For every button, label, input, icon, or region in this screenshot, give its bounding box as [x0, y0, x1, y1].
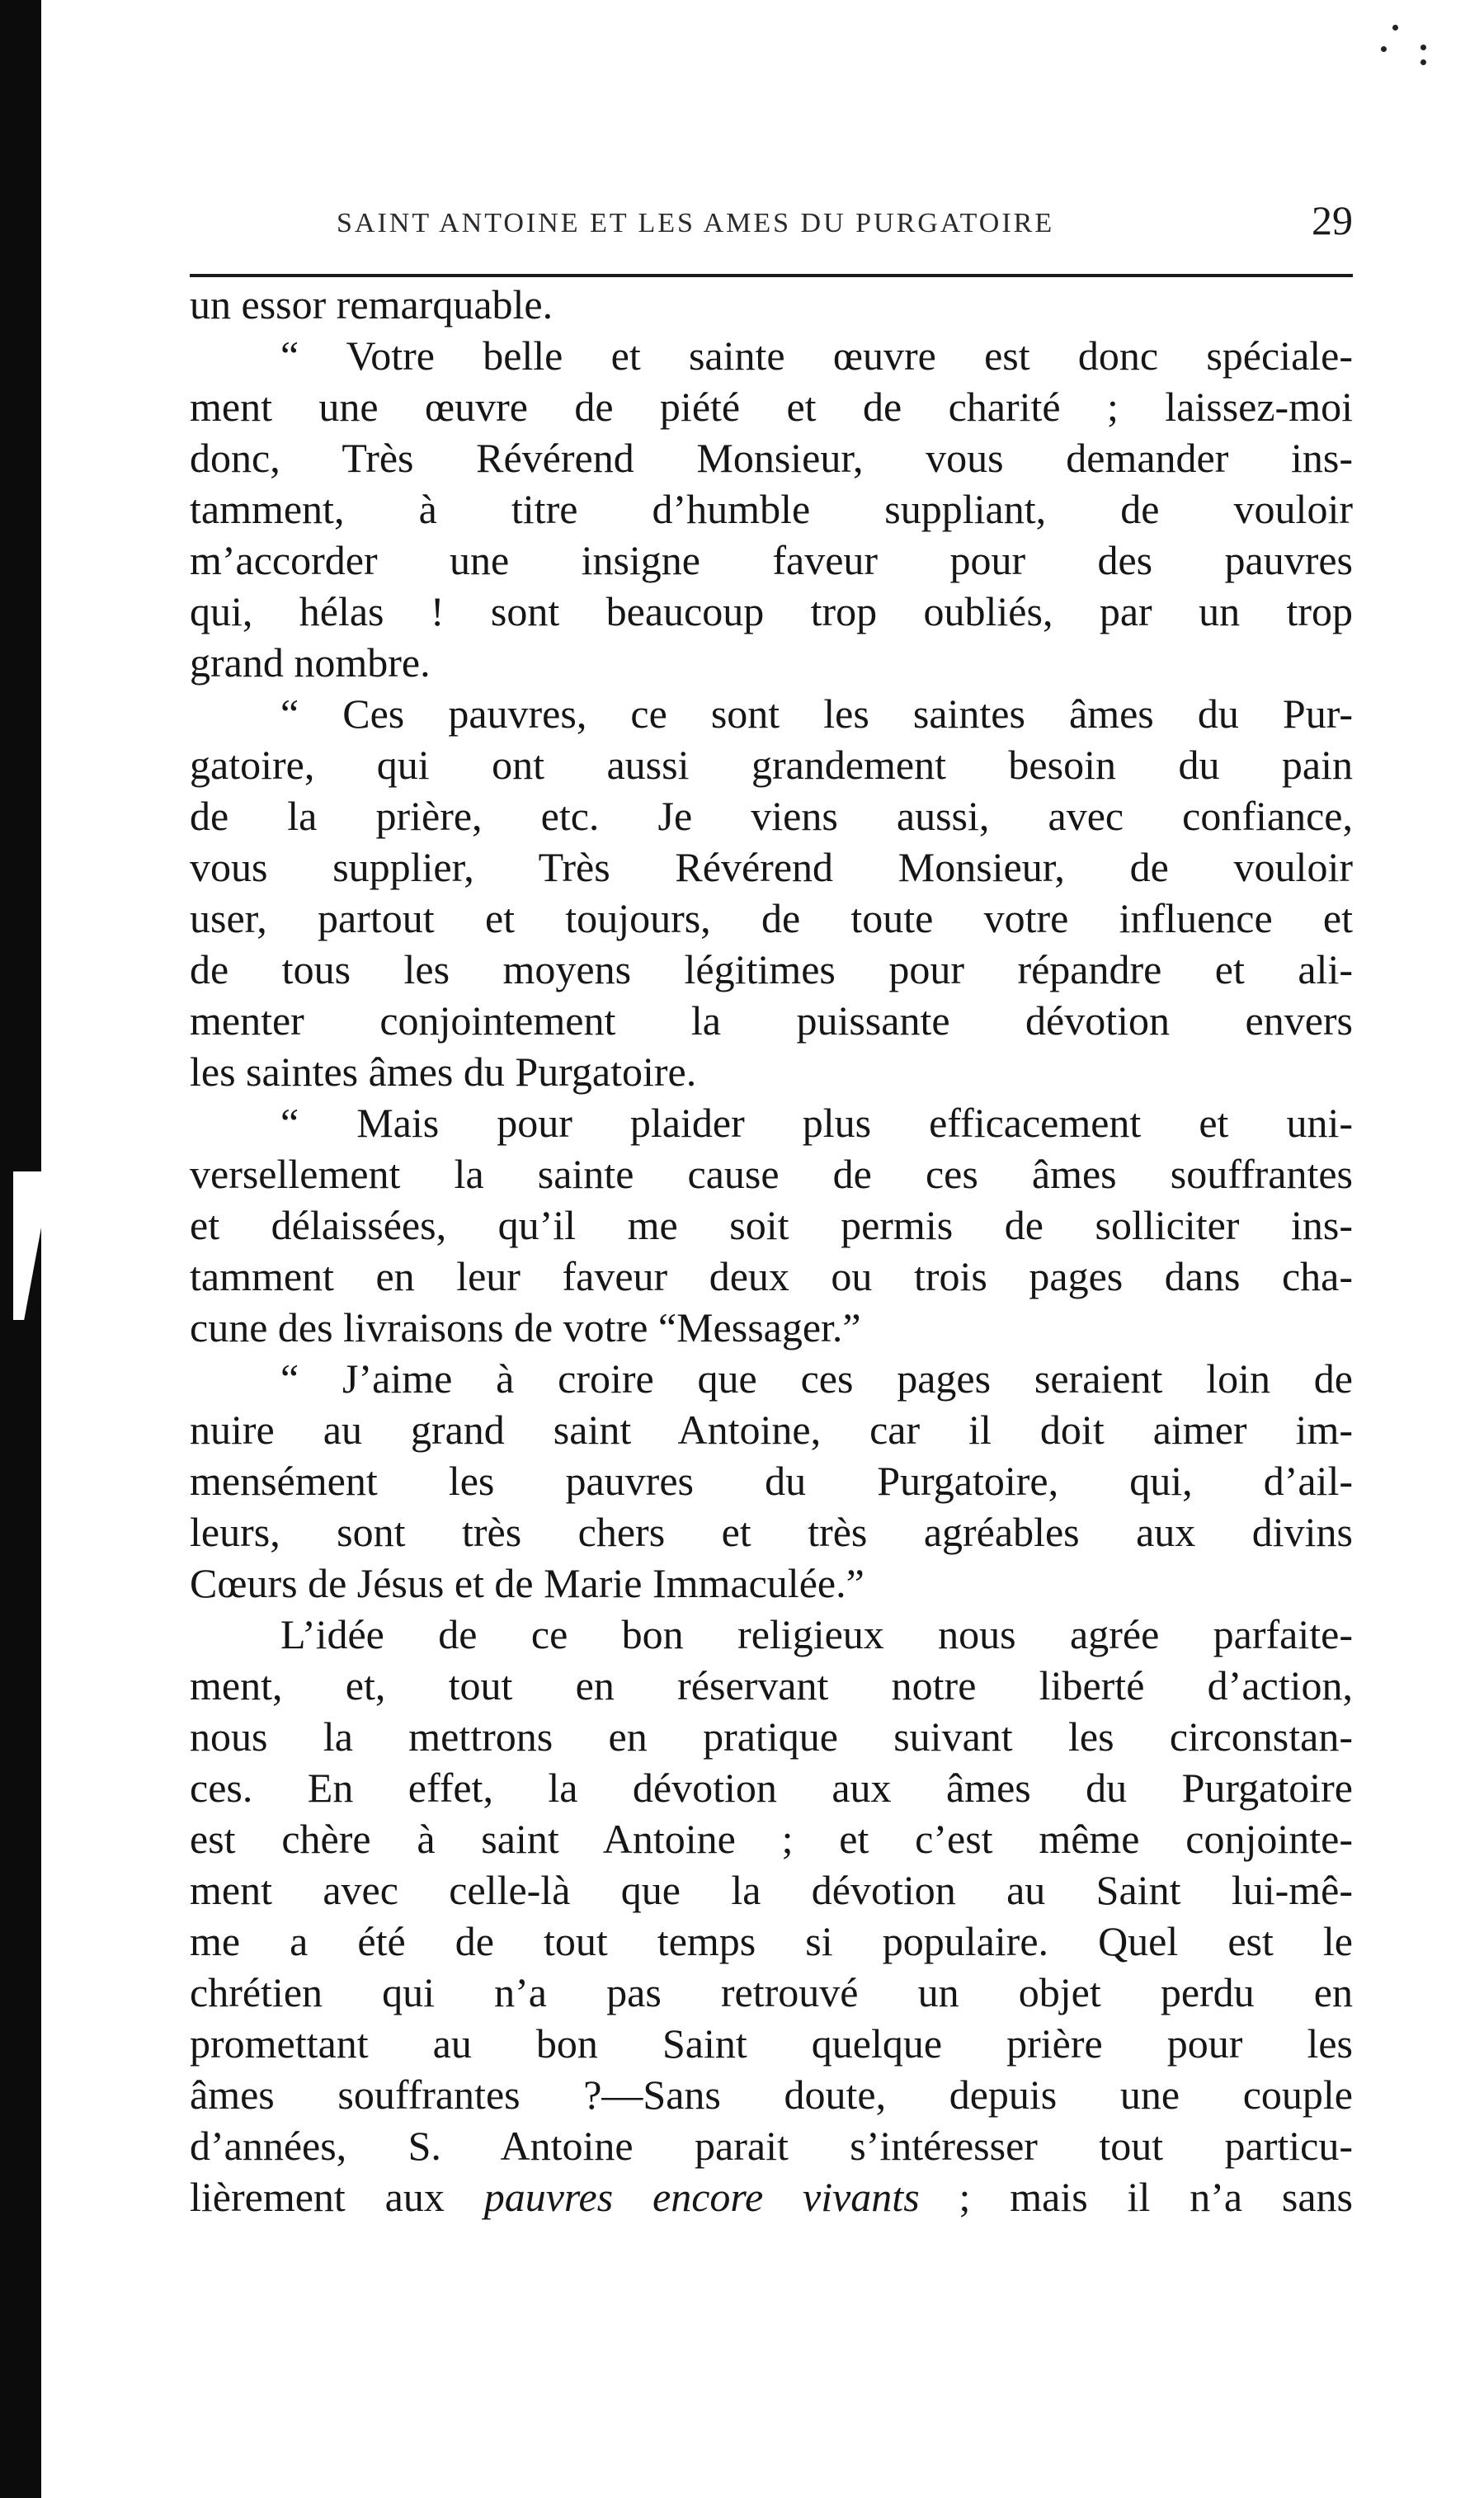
text-line: âmes souffrantes ?—Sans doute, depuis une couple: [190, 2071, 1353, 2118]
text-line: lièrement aux pauvres encore vivants ; mais il n’a sans: [190, 2174, 1353, 2220]
text-line: m’accorder une insigne faveur pour des pauvres: [190, 537, 1353, 583]
text-line: nuire au grand saint Antoine, car il doit aimer im-: [190, 1407, 1353, 1453]
text-line: “ Ces pauvres, ce sont les saintes âmes du Pur-: [280, 690, 1353, 737]
header-rule: [190, 274, 1353, 277]
text-line: et délaissées, qu’il me soit permis de solliciter ins-: [190, 1202, 1353, 1248]
text-line: grand nombre.: [190, 639, 431, 686]
text-line: d’années, S. Antoine parait s’intéresser tout particu-: [190, 2123, 1353, 2169]
text-line: leurs, sont très chers et très agréables aux divins: [190, 1509, 1353, 1555]
italic-phrase: pauvres encore vivants: [483, 2174, 920, 2220]
text-line: me a été de tout temps si populaire. Quel est le: [190, 1918, 1353, 1964]
text-line: donc, Très Révérend Monsieur, vous demander ins-: [190, 435, 1353, 481]
text-line: user, partout et toujours, de toute votre influence et: [190, 895, 1353, 941]
speck-mark: [1392, 25, 1398, 31]
text-line: mensément les pauvres du Purgatoire, qui, d’ail-: [190, 1458, 1353, 1504]
text-line: ment avec celle-là que la dévotion au Saint lui-mê-: [190, 1867, 1353, 1913]
text-line: Cœurs de Jésus et de Marie Immaculée.”: [190, 1560, 864, 1606]
page-number: 29: [1312, 197, 1353, 243]
text-line: ces. En effet, la dévotion aux âmes du Purgatoire: [190, 1765, 1353, 1811]
text-line: un essor remarquable.: [190, 281, 554, 328]
text-line: tamment en leur faveur deux ou trois pages dans cha-: [190, 1253, 1353, 1299]
running-header: [190, 196, 1353, 254]
speck-mark: [1381, 46, 1387, 52]
text-line: qui, hélas ! sont beaucoup trop oubliés, par un trop: [190, 588, 1353, 634]
text-line: les saintes âmes du Purgatoire.: [190, 1049, 697, 1095]
speck-mark: [1420, 45, 1426, 50]
text-line: ment une œuvre de piété et de charité ; laissez-moi: [190, 384, 1353, 430]
text-line: L’idée de ce bon religieux nous agrée parfaite-: [280, 1611, 1353, 1657]
text-line: tamment, à titre d’humble suppliant, de vouloir: [190, 486, 1353, 532]
text-line: “ J’aime à croire que ces pages seraient loin de: [280, 1355, 1353, 1402]
running-title: SAINT ANTOINE ET LES AMES DU PURGATOIRE: [337, 208, 1055, 238]
text-line: “ Mais pour plaider plus efficacement et uni-: [280, 1100, 1353, 1146]
text-line: chrétien qui n’a pas retrouvé un objet perdu en: [190, 1969, 1353, 2015]
text-line: promettant au bon Saint quelque prière pour les: [190, 2020, 1353, 2067]
text-line: cune des livraisons de votre “Messager.”: [190, 1304, 861, 1350]
text-line: est chère à saint Antoine ; et c’est même conjointe-: [190, 1816, 1353, 1862]
text-line: “ Votre belle et sainte œuvre est donc spéciale-: [280, 332, 1353, 379]
text-line: nous la mettrons en pratique suivant les circonstan-: [190, 1713, 1353, 1760]
text-line: de tous les moyens légitimes pour répandre et ali-: [190, 946, 1353, 992]
text-line: gatoire, qui ont aussi grandement besoin du pain: [190, 742, 1353, 788]
text-line: de la prière, etc. Je viens aussi, avec confiance,: [190, 793, 1353, 839]
body-text: [190, 279, 1353, 2222]
text-line: menter conjointement la puissante dévotion envers: [190, 997, 1353, 1044]
text-line: vous supplier, Très Révérend Monsieur, de vouloir: [190, 844, 1353, 890]
speck-mark: [1420, 59, 1426, 65]
text-line: ment, et, tout en réservant notre liberté d’action,: [190, 1662, 1353, 1709]
text-line: versellement la sainte cause de ces âmes souffrantes: [190, 1151, 1353, 1197]
